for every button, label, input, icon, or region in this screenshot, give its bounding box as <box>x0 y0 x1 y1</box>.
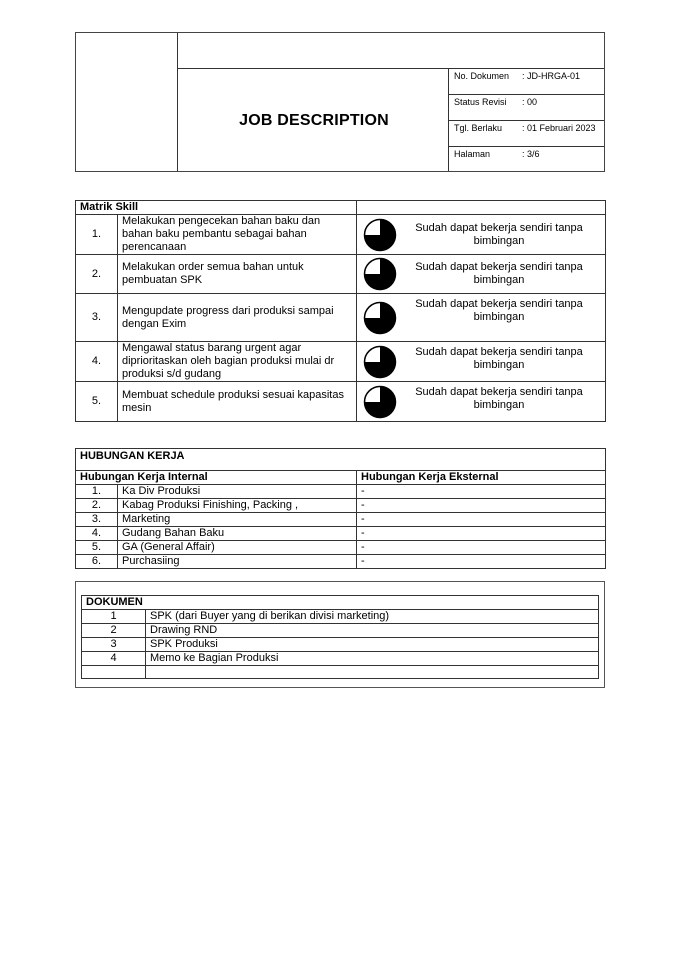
dokumen-no: 4 <box>82 652 146 666</box>
skill-no: 4. <box>76 342 118 382</box>
logo-cell-divider <box>177 33 178 171</box>
hubungan-external: - <box>357 527 606 541</box>
skill-level-cell <box>357 215 606 255</box>
dokumen-no: 2 <box>82 624 146 638</box>
external-header: Hubungan Kerja Eksternal <box>357 471 606 485</box>
quarter-pie-icon <box>363 301 397 335</box>
skill-task: Melakukan pengecekan bahan baku dan bahan baku pembantu sebagai bahan perencanaan <box>118 215 357 255</box>
dokumen-title: DOKUMEN <box>82 596 599 610</box>
meta-row-line <box>448 94 604 95</box>
skill-level-cell <box>357 294 606 342</box>
quarter-pie-icon <box>363 345 397 379</box>
hubungan-internal: GA (General Affair) <box>118 541 357 555</box>
meta-label-no-dokumen: No. Dokumen <box>454 71 510 81</box>
dokumen-no: 3 <box>82 638 146 652</box>
skill-level-text: Sudah dapat bekerja sendiri tanpa bimbingan <box>415 385 583 411</box>
skill-no: 5. <box>76 382 118 422</box>
skill-row <box>76 215 606 255</box>
skill-no: 2. <box>76 255 118 294</box>
skill-level-cell <box>357 382 606 422</box>
page-title: JOB DESCRIPTION <box>239 111 389 129</box>
hubungan-external: - <box>357 499 606 513</box>
skill-task: Mengawal status barang urgent agar diprioritaskan oleh bagian produksi mulai dr produksi s/d gudang <box>118 342 357 382</box>
skill-level-text: Sudah dapat bekerja sendiri tanpa bimbingan <box>415 261 583 286</box>
hubungan-no: 3. <box>76 513 118 527</box>
dokumen-name <box>146 666 599 679</box>
skill-task: Mengupdate progress dari produksi sampai dengan Exim <box>118 294 357 342</box>
meta-row-line <box>448 120 604 121</box>
skill-task: Melakukan order semua bahan untuk pembuatan SPK <box>118 255 357 294</box>
hubungan-external: - <box>357 513 606 527</box>
skill-row <box>76 342 606 382</box>
skill-no: 3. <box>76 294 118 342</box>
internal-header: Hubungan Kerja Internal <box>76 471 357 485</box>
hubungan-row <box>76 485 606 499</box>
dokumen-row <box>82 666 599 679</box>
hubungan-internal: Gudang Bahan Baku <box>118 527 357 541</box>
skill-level-cell <box>357 255 606 294</box>
hubungan-row <box>76 555 606 569</box>
quarter-pie-icon <box>363 218 397 252</box>
dokumen-row <box>82 610 599 624</box>
dokumen-row <box>82 652 599 666</box>
meta-label-halaman: Halaman <box>454 149 491 159</box>
meta-value-halaman: : 3/6 <box>522 149 540 159</box>
meta-value-status-revisi: : 00 <box>522 97 538 107</box>
hubungan-row <box>76 513 606 527</box>
meta-value-tgl-berlaku: : 01 Februari 2023 <box>522 123 596 133</box>
hubungan-row <box>76 499 606 513</box>
meta-row-line <box>448 146 604 147</box>
hubungan-external: - <box>357 555 606 569</box>
hubungan-row <box>76 541 606 555</box>
skill-level-text: Sudah dapat bekerja sendiri tanpa bimbingan <box>415 221 583 247</box>
hubungan-no: 1. <box>76 485 118 499</box>
matrik-skill-title-blank <box>357 201 606 215</box>
skill-row <box>76 255 606 294</box>
hubungan-no: 5. <box>76 541 118 555</box>
document-header <box>75 32 605 172</box>
hubungan-internal: Purchasiing <box>118 555 357 569</box>
skill-level-text: Sudah dapat bekerja sendiri tanpa bimbingan <box>415 297 583 323</box>
meta-label-status-revisi: Status Revisi <box>454 97 507 107</box>
hubungan-kerja-table <box>75 448 606 569</box>
matrik-skill-table <box>75 200 606 422</box>
skill-row <box>76 382 606 422</box>
dokumen-row <box>82 638 599 652</box>
dokumen-row <box>82 624 599 638</box>
quarter-pie-icon <box>363 385 397 419</box>
meta-label-tgl-berlaku: Tgl. Berlaku <box>454 123 503 133</box>
skill-row <box>76 294 606 342</box>
hubungan-internal: Kabag Produksi Finishing, Packing , <box>118 499 357 513</box>
skill-level-text: Sudah dapat bekerja sendiri tanpa bimbingan <box>415 345 583 371</box>
quarter-pie-icon <box>363 257 397 291</box>
hubungan-kerja-title: HUBUNGAN KERJA <box>76 449 606 471</box>
dokumen-table <box>81 595 599 679</box>
skill-task: Membuat schedule produksi sesuai kapasitas mesin <box>118 382 357 422</box>
hubungan-no: 6. <box>76 555 118 569</box>
hubungan-external: - <box>357 541 606 555</box>
hubungan-internal: Marketing <box>118 513 357 527</box>
meta-value-no-dokumen: : JD-HRGA-01 <box>522 71 581 81</box>
dokumen-name: Drawing RND <box>146 624 599 638</box>
hubungan-external: - <box>357 485 606 499</box>
matrik-skill-title: Matrik Skill <box>76 201 357 215</box>
dokumen-no: 1 <box>82 610 146 624</box>
hubungan-no: 2. <box>76 499 118 513</box>
dokumen-name: Memo ke Bagian Produksi <box>146 652 599 666</box>
hubungan-row <box>76 527 606 541</box>
dokumen-name: SPK Produksi <box>146 638 599 652</box>
skill-level-cell <box>357 342 606 382</box>
dokumen-no <box>82 666 146 679</box>
hubungan-internal: Ka Div Produksi <box>118 485 357 499</box>
skill-no: 1. <box>76 215 118 255</box>
hubungan-no: 4. <box>76 527 118 541</box>
dokumen-name: SPK (dari Buyer yang di berikan divisi marketing) <box>146 610 599 624</box>
